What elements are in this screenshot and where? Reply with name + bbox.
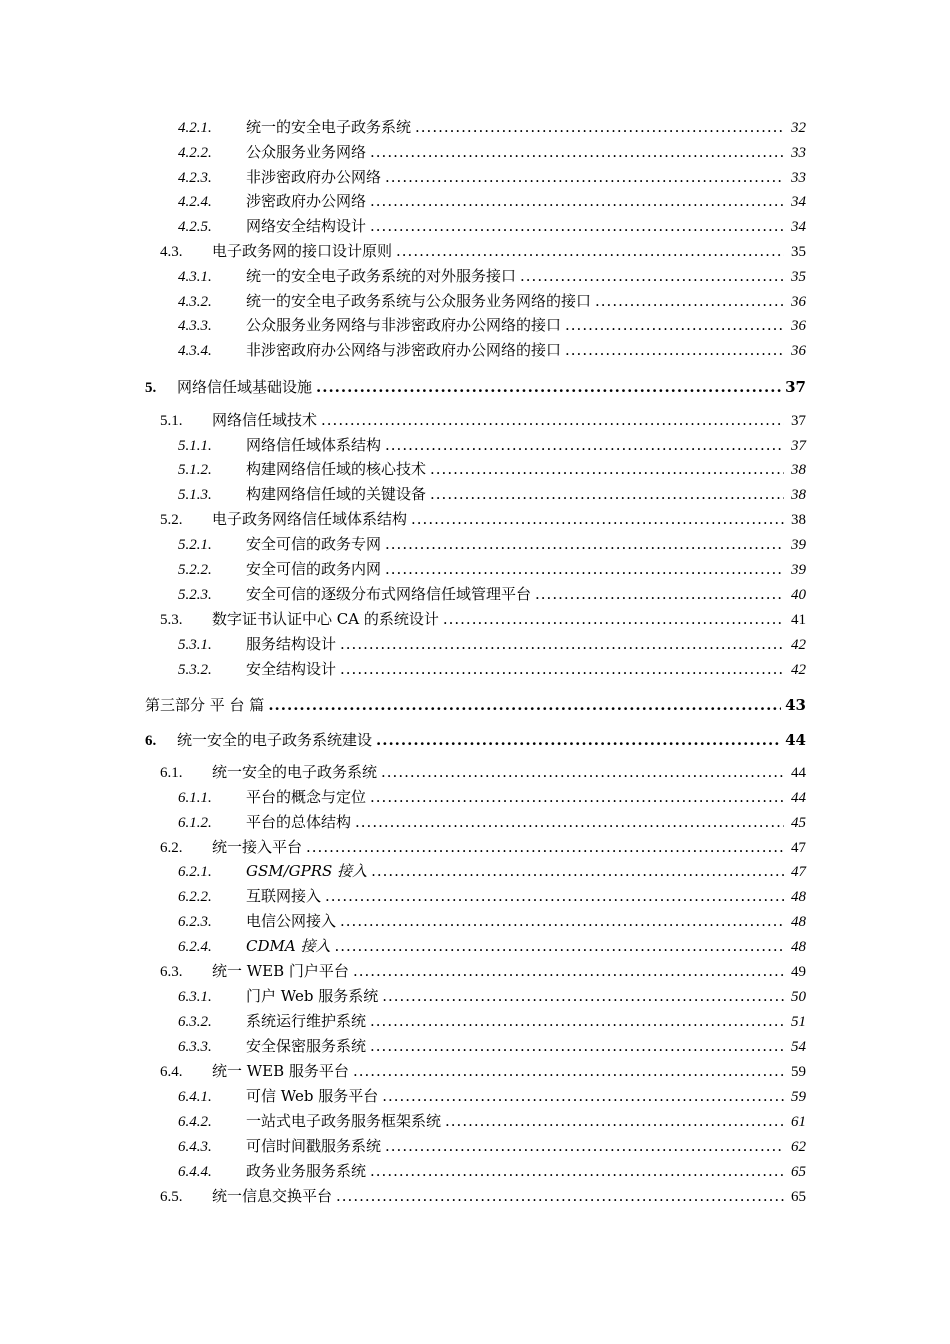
entry-page: 39 (791, 562, 806, 578)
entry-title: 网络信任域体系结构 (246, 436, 382, 454)
entry-title: CDMA 接入 (246, 937, 331, 955)
toc-entry[interactable] (160, 240, 806, 262)
toc-entry[interactable] (178, 458, 806, 480)
entry-title: 构建网络信任域的关键设备 (246, 485, 427, 503)
entry-number: 6.3. (160, 964, 183, 980)
dot-leader (306, 836, 784, 858)
entry-title: 安全可信的逐级分布式网络信任域管理平台 (246, 585, 532, 603)
toc-entry[interactable] (178, 166, 806, 188)
entry-number: 6.4. (160, 1064, 183, 1080)
entry-title: 统一的安全电子政务系统 (246, 118, 412, 136)
dot-leader (370, 1035, 784, 1057)
entry-page: 41 (791, 612, 806, 628)
dot-leader (595, 290, 784, 312)
entry-title: 平台的总体结构 (246, 813, 352, 831)
toc-entry[interactable] (178, 265, 806, 287)
entry-title: 网络安全结构设计 (246, 217, 367, 235)
dot-leader (385, 1135, 784, 1157)
entry-page: 65 (791, 1164, 806, 1180)
toc-entry[interactable] (178, 141, 806, 163)
entry-page: 51 (791, 1014, 806, 1030)
dot-leader (385, 558, 784, 580)
entry-title: 统一安全的电子政务系统建设 (177, 731, 373, 749)
entry-number: 6.2.2. (178, 889, 212, 905)
entry-number: 4.2.2. (178, 145, 212, 161)
dot-leader (565, 339, 784, 361)
entry-title: 数字证书认证中心 CA 的系统设计 (212, 610, 439, 628)
entry-title: 网络信任域基础设施 (177, 378, 313, 396)
entry-number: 4.2.3. (178, 170, 212, 186)
entry-title: 网络信任域技术 (212, 411, 318, 429)
entry-title: 安全保密服务系统 (246, 1037, 367, 1055)
toc-entry[interactable] (178, 633, 806, 655)
toc-entry[interactable] (178, 658, 806, 680)
entry-page: 34 (791, 219, 806, 235)
entry-number: 5.2.3. (178, 587, 212, 603)
toc-entry[interactable] (178, 935, 806, 957)
toc-entry[interactable] (178, 533, 806, 555)
toc-entry[interactable] (178, 811, 806, 833)
dot-leader (355, 811, 784, 833)
entry-title: 可信 Web 服务平台 (246, 1087, 379, 1105)
entry-title: 第三部分 平 台 篇 (145, 696, 265, 714)
entry-title: 系统运行维护系统 (246, 1012, 367, 1030)
dot-leader (535, 583, 784, 605)
entry-page: 33 (791, 170, 806, 186)
entry-number: 6.3.3. (178, 1039, 212, 1055)
entry-page: 43 (785, 696, 806, 714)
entry-page: 38 (791, 512, 806, 528)
toc-entry[interactable] (178, 860, 806, 882)
entry-page: 48 (791, 939, 806, 955)
entry-number: 4.2.5. (178, 219, 212, 235)
dot-leader (353, 1060, 784, 1082)
entry-title: 非涉密政府办公网络 (246, 168, 382, 186)
entry-title: 涉密政府办公网络 (246, 192, 367, 210)
entry-page: 39 (791, 537, 806, 553)
dot-leader (334, 935, 784, 957)
toc-entry[interactable] (160, 1060, 806, 1082)
dot-leader (370, 1160, 784, 1182)
dot-leader (340, 658, 784, 680)
entry-page: 42 (791, 637, 806, 653)
toc-entry[interactable] (178, 483, 806, 505)
toc-entry[interactable] (178, 1110, 806, 1132)
toc-entry[interactable] (145, 376, 806, 398)
entry-page: 48 (791, 889, 806, 905)
entry-number: 4.2.4. (178, 194, 212, 210)
entry-title: 统一接入平台 (212, 838, 303, 856)
entry-title: 非涉密政府办公网络与涉密政府办公网络的接口 (246, 341, 562, 359)
toc-entry[interactable] (178, 558, 806, 580)
toc-entry[interactable] (160, 409, 806, 431)
entry-page: 37 (791, 413, 806, 429)
dot-leader (385, 434, 784, 456)
dot-leader (382, 1085, 784, 1107)
toc-entry[interactable] (178, 116, 806, 138)
entry-page: 62 (791, 1139, 806, 1155)
entry-title: 统一 WEB 服务平台 (212, 1062, 349, 1080)
dot-leader (316, 376, 781, 398)
dot-leader (340, 633, 784, 655)
toc-entry[interactable] (160, 960, 806, 982)
entry-page: 37 (785, 378, 806, 396)
entry-number: 6. (145, 733, 157, 749)
entry-title: GSM/GPRS 接入 (246, 862, 368, 880)
entry-page: 32 (791, 120, 806, 136)
toc-entry[interactable] (178, 314, 806, 336)
entry-title: 统一安全的电子政务系统 (212, 763, 378, 781)
dot-leader (415, 116, 784, 138)
entry-number: 6.2.4. (178, 939, 212, 955)
entry-page: 65 (791, 1189, 806, 1205)
toc-entry[interactable] (178, 1085, 806, 1107)
entry-page: 38 (791, 462, 806, 478)
dot-leader (268, 694, 781, 716)
toc-entry[interactable] (178, 339, 806, 361)
entry-page: 40 (791, 587, 806, 603)
dot-leader (321, 409, 784, 431)
entry-page: 44 (791, 790, 806, 806)
dot-leader (411, 508, 784, 530)
entry-title: 服务结构设计 (246, 635, 337, 653)
entry-page: 34 (791, 194, 806, 210)
toc-entry[interactable] (160, 836, 806, 858)
entry-number: 5.1. (160, 413, 183, 429)
entry-number: 4.3.4. (178, 343, 212, 359)
entry-number: 5. (145, 380, 157, 396)
dot-leader (370, 141, 784, 163)
toc-entry[interactable] (178, 910, 806, 932)
entry-number: 5.2.1. (178, 537, 212, 553)
entry-title: 公众服务业务网络 (246, 143, 367, 161)
entry-page: 38 (791, 487, 806, 503)
entry-page: 59 (791, 1089, 806, 1105)
entry-number: 6.3.2. (178, 1014, 212, 1030)
dot-leader (430, 483, 784, 505)
dot-leader (371, 860, 784, 882)
entry-title: 一站式电子政务服务框架系统 (246, 1112, 442, 1130)
toc-entry[interactable] (178, 786, 806, 808)
toc-entry[interactable] (178, 1160, 806, 1182)
entry-number: 5.3. (160, 612, 183, 628)
toc-entry[interactable] (178, 190, 806, 212)
entry-title: 统一信息交换平台 (212, 1187, 333, 1205)
entry-page: 35 (791, 244, 806, 260)
toc-entry[interactable] (178, 290, 806, 312)
dot-leader (396, 240, 784, 262)
entry-page: 61 (791, 1114, 806, 1130)
entry-number: 6.2.1. (178, 864, 212, 880)
entry-page: 36 (791, 343, 806, 359)
entry-title: 统一的安全电子政务系统与公众服务业务网络的接口 (246, 292, 592, 310)
entry-page: 54 (791, 1039, 806, 1055)
entry-page: 35 (791, 269, 806, 285)
entry-number: 5.2. (160, 512, 183, 528)
entry-number: 6.2. (160, 840, 183, 856)
entry-number: 4.2.1. (178, 120, 212, 136)
entry-page: 44 (785, 731, 806, 749)
entry-page: 45 (791, 815, 806, 831)
entry-page: 36 (791, 318, 806, 334)
entry-number: 5.1.3. (178, 487, 212, 503)
toc-entry[interactable] (145, 729, 806, 751)
entry-number: 5.1.2. (178, 462, 212, 478)
entry-page: 59 (791, 1064, 806, 1080)
entry-title: 电信公网接入 (246, 912, 337, 930)
entry-title: 互联网接入 (246, 887, 322, 905)
entry-page: 50 (791, 989, 806, 1005)
entry-page: 49 (791, 964, 806, 980)
dot-leader (370, 786, 784, 808)
entry-title: 门户 Web 服务系统 (246, 987, 379, 1005)
toc-entry[interactable] (178, 985, 806, 1007)
entry-number: 6.2.3. (178, 914, 212, 930)
dot-leader (336, 1185, 784, 1207)
entry-number: 6.4.4. (178, 1164, 212, 1180)
entry-page: 47 (791, 840, 806, 856)
entry-number: 5.3.2. (178, 662, 212, 678)
dot-leader (353, 960, 784, 982)
dot-leader (370, 215, 784, 237)
toc-part-entry[interactable] (145, 694, 806, 716)
dot-leader (565, 314, 784, 336)
toc-entry[interactable] (178, 1035, 806, 1057)
dot-leader (430, 458, 784, 480)
entry-page: 48 (791, 914, 806, 930)
dot-leader (381, 761, 784, 783)
dot-leader (382, 985, 784, 1007)
entry-title: 统一 WEB 门户平台 (212, 962, 349, 980)
dot-leader (376, 729, 781, 751)
entry-title: 统一的安全电子政务系统的对外服务接口 (246, 267, 517, 285)
entry-title: 平台的概念与定位 (246, 788, 367, 806)
toc-entry[interactable] (178, 885, 806, 907)
entry-number: 4.3.2. (178, 294, 212, 310)
toc-entry[interactable] (160, 761, 806, 783)
entry-number: 5.2.2. (178, 562, 212, 578)
dot-leader (520, 265, 784, 287)
entry-title: 政务业务服务系统 (246, 1162, 367, 1180)
dot-leader (370, 1010, 784, 1032)
entry-number: 6.4.2. (178, 1114, 212, 1130)
entry-number: 5.3.1. (178, 637, 212, 653)
entry-page: 42 (791, 662, 806, 678)
dot-leader (445, 1110, 784, 1132)
entry-page: 47 (791, 864, 806, 880)
entry-number: 4.3. (160, 244, 183, 260)
dot-leader (370, 190, 784, 212)
entry-number: 6.1.1. (178, 790, 212, 806)
entry-number: 6.5. (160, 1189, 183, 1205)
entry-title: 安全结构设计 (246, 660, 337, 678)
toc-entry[interactable] (160, 508, 806, 530)
dot-leader (385, 166, 784, 188)
toc-entry[interactable] (178, 215, 806, 237)
entry-title: 公众服务业务网络与非涉密政府办公网络的接口 (246, 316, 562, 334)
entry-page: 36 (791, 294, 806, 310)
toc-entry[interactable] (178, 583, 806, 605)
entry-number: 6.3.1. (178, 989, 212, 1005)
entry-number: 6.4.1. (178, 1089, 212, 1105)
dot-leader (325, 885, 784, 907)
entry-title: 安全可信的政务专网 (246, 535, 382, 553)
entry-number: 4.3.3. (178, 318, 212, 334)
toc-entry[interactable] (178, 1010, 806, 1032)
entry-number: 4.3.1. (178, 269, 212, 285)
entry-title: 构建网络信任域的核心技术 (246, 460, 427, 478)
dot-leader (385, 533, 784, 555)
toc-entry[interactable] (160, 1185, 806, 1207)
entry-number: 6.1.2. (178, 815, 212, 831)
entry-title: 电子政务网的接口设计原则 (212, 242, 393, 260)
entry-number: 6.1. (160, 765, 183, 781)
toc-entry[interactable] (178, 1135, 806, 1157)
entry-page: 37 (791, 438, 806, 454)
entry-number: 5.1.1. (178, 438, 212, 454)
dot-leader (443, 608, 784, 630)
entry-page: 33 (791, 145, 806, 161)
entry-title: 可信时间戳服务系统 (246, 1137, 382, 1155)
toc-entry[interactable] (178, 434, 806, 456)
entry-number: 6.4.3. (178, 1139, 212, 1155)
dot-leader (340, 910, 784, 932)
entry-title: 安全可信的政务内网 (246, 560, 382, 578)
entry-page: 44 (791, 765, 806, 781)
toc-entry[interactable] (160, 608, 806, 630)
entry-title: 电子政务网络信任域体系结构 (212, 510, 408, 528)
